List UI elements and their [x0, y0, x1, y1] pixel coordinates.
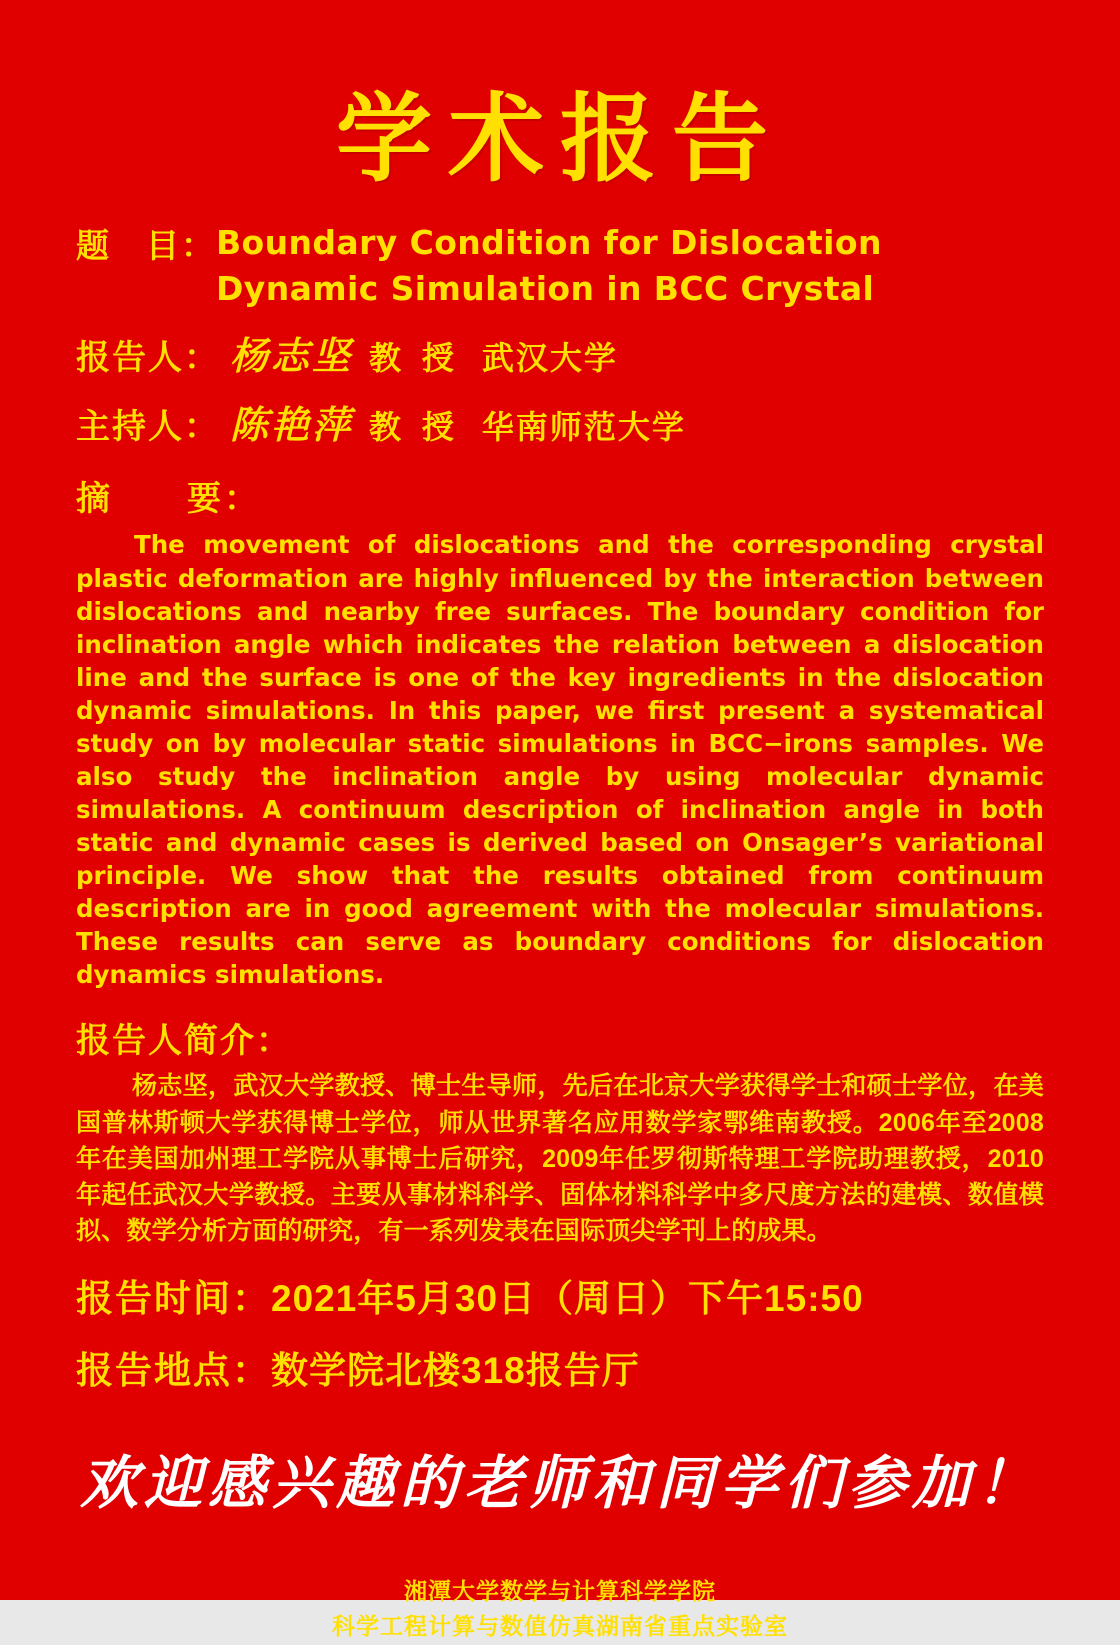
bio-text: 杨志坚，武汉大学教授、博士生导师，先后在北京大学获得学士和硕士学位，在美国普林斯顿大学获得博士学位，师从世界著名应用数学家鄂维南教授。2006年至2008年在美国加州理工学院从事博士后研究，2009年任罗彻斯特理工学院助理教授，2010年起任武汉大学教授。主要从事材料科学、固体材料科学中多尺度方法的建模、数值模拟、数学分析方面的研究，有一系列发表在国际顶尖学刊上的成果。 [76, 1072, 1044, 1246]
topic-label: 题 目： [76, 227, 216, 265]
place-label: 报告地点： [76, 1349, 271, 1391]
place-row [76, 1340, 1044, 1394]
footer-line-1: 湘潭大学数学与计算科学学院 [404, 1577, 716, 1604]
abstract-heading: 摘 要： [76, 480, 261, 519]
time-label: 报告时间： [76, 1277, 271, 1319]
speaker-name: 杨志坚 [230, 333, 354, 379]
host-row [76, 394, 1044, 449]
topic-row [76, 220, 1044, 311]
speaker-rank: 教 授 [369, 340, 460, 377]
time-row [76, 1268, 1044, 1322]
abstract-text: The movement of dislocations and the corresponding crystal plastic deformation are highly influenced by the interaction between dislocations and nearby free surfaces. The boundary condition for inclination angle which indicates the relation between a dislocation line and the surface is one of the key ingredients in the dislocation dynamic simulations. In this paper, we first present a systematical study on by molecular static simulations in BCC−irons samples. We also study the inclination angle by using molecular dynamic simulations. A continuum description of inclination angle in both static and dynamic cases is derived based on Onsager’s variational principle. We show that the results obtained from continuum description are in good agreement with the molecular simulations. These results can serve as boundary conditions for dislocation dynamics simulations. [76, 530, 1044, 990]
host-name: 陈艳萍 [230, 402, 354, 448]
host-label: 主持人： [76, 408, 220, 447]
time-value: 2021年5月30日（周日）下午15:50 [271, 1277, 864, 1319]
welcome-message: 欢迎感兴趣的老师和同学们参加！ [79, 1448, 1040, 1517]
bio-heading: 报告人简介： [76, 1022, 292, 1061]
host-rank: 教 授 [369, 409, 460, 446]
host-org: 华南师范大学 [481, 409, 686, 446]
footer [76, 1574, 1044, 1645]
footer-line-2: 科学工程计算与数值仿真湖南省重点实验室 [332, 1613, 788, 1640]
speaker-org: 武汉大学 [481, 340, 618, 377]
speaker-label: 报告人： [76, 339, 220, 378]
place-value: 数学院北楼318报告厅 [271, 1349, 640, 1391]
page-title: 学术报告 [336, 82, 784, 195]
topic-text: Boundary Condition for Dislocation Dynamic Simulation in BCC Crystal [216, 223, 882, 308]
speaker-row [76, 325, 1044, 380]
